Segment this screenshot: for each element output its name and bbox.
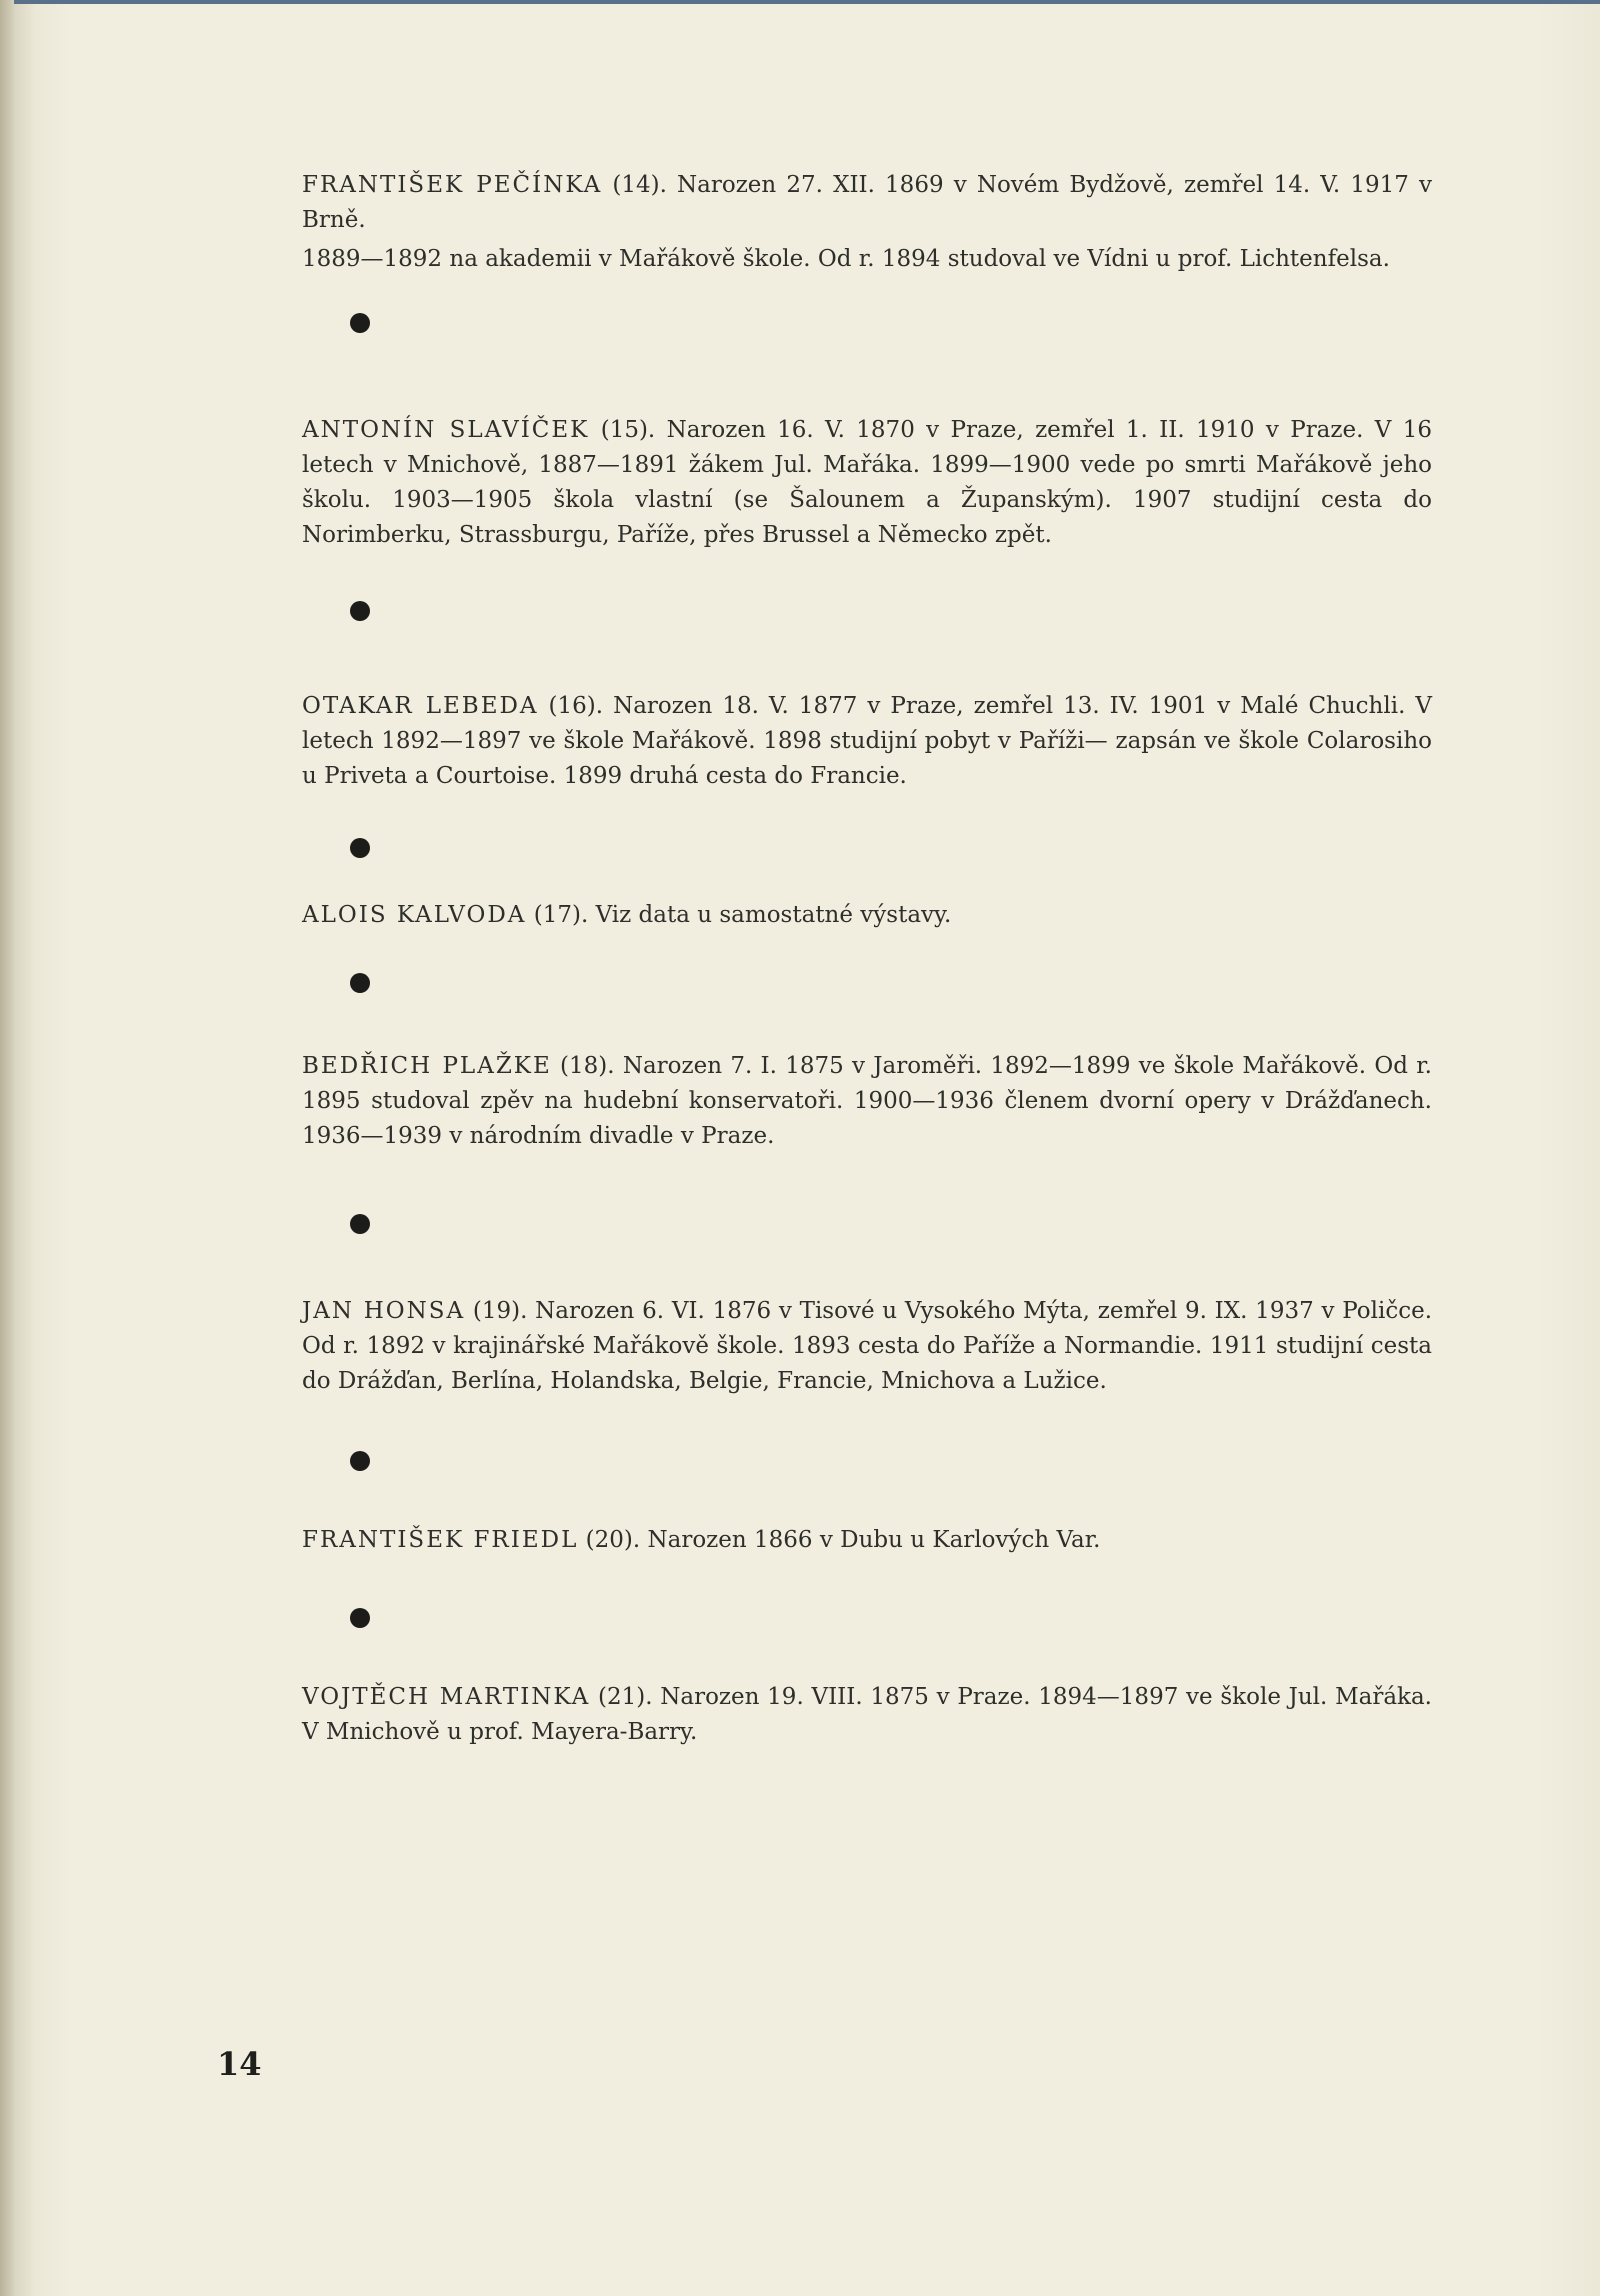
entry-alois-kalvoda (302, 898, 1432, 933)
entry-name: FRANTIŠEK PEČÍNKA (302, 172, 603, 198)
entry-paragraph (302, 168, 1432, 238)
entry-jan-honsa (302, 1294, 1432, 1399)
entry-paragraph (302, 1049, 1432, 1154)
entry-text: (18). Narozen 7. I. 1875 v Jaroměři. 1892—1899 ve škole Mařákově. Od r. 1895 studoval zpěv na hudební konservatoři. 1900—1936 členem dvorní opery v Drážďanech. 1936—1939 v národním divadle v Praze. (302, 1053, 1432, 1149)
entry-paragraph (302, 1523, 1432, 1558)
entry-name: VOJTĚCH MARTINKA (302, 1684, 591, 1710)
entry-text: (19). Narozen 6. VI. 1876 v Tisové u Vysokého Mýta, zemřel 9. IX. 1937 v Poličce. Od r. 1892 v krajinářské Mařákově škole. 1893 cesta do Paříže a Normandie. 1911 studijní cesta do Drážďan, Berlína, Holandska, Belgie, Francie, Mnichova a Lužice. (302, 1298, 1433, 1394)
entry-otakar-lebeda (302, 689, 1432, 794)
entry-text: (20). Narozen 1866 v Dubu u Karlových Var. (578, 1527, 1101, 1553)
entry-paragraph (302, 1294, 1432, 1399)
entry-text: (17). Viz data u samostatné výstavy. (526, 902, 952, 928)
entry-name: JAN HONSA (302, 1298, 466, 1324)
entry-frantisek-pecinka (302, 168, 1432, 277)
bullet-separator (350, 1451, 370, 1471)
entry-name: ALOIS KALVODA (302, 902, 527, 928)
entry-paragraph (302, 1680, 1432, 1750)
entry-paragraph (302, 413, 1432, 553)
entry-vojtech-martinka (302, 1680, 1432, 1750)
entry-name: BEDŘICH PLAŽKE (302, 1053, 552, 1079)
entry-bedrich-plazke (302, 1049, 1432, 1154)
entry-frantisek-friedl (302, 1523, 1432, 1558)
entry-paragraph (302, 898, 1432, 933)
entry-text: (21). Narozen 19. VIII. 1875 v Praze. 1894—1897 ve škole Jul. Mařáka. V Mnichově u prof. Mayera-Barry. (302, 1684, 1432, 1745)
bullet-separator (350, 973, 370, 993)
entry-text: (14). Narozen 27. XII. 1869 v Novém Bydžově, zemřel 14. V. 1917 v Brně. (302, 172, 1432, 233)
bullet-separator (350, 1608, 370, 1628)
entry-text: (15). Narozen 16. V. 1870 v Praze, zemřel 1. II. 1910 v Praze. V 16 letech v Mnichově, 1887—1891 žákem Jul. Mařáka. 1899—1900 vede po smrti Mařákově jeho školu. 1903—1905 škola vlastní (se Šalounem a Županským). 1907 studijní cesta do Norimberku, Strassburgu, Paříže, přes Brussel a Německo zpět. (302, 417, 1432, 548)
entry-paragraph: 1889—1892 na akademii v Mařákově škole. Od r. 1894 studoval ve Vídni u prof. Lichtenfelsa. (302, 246, 1390, 272)
entry-name: FRANTIŠEK FRIEDL (302, 1527, 579, 1553)
bullet-separator (350, 601, 370, 621)
bullet-separator (350, 313, 370, 333)
biography-list (302, 168, 1432, 1750)
bullet-separator (350, 1214, 370, 1234)
page-number: 14 (217, 2045, 262, 2083)
entry-name: ANTONÍN SLAVÍČEK (302, 417, 590, 443)
bullet-separator (350, 838, 370, 858)
entry-antonin-slavicek (302, 413, 1432, 553)
entry-text: (16). Narozen 18. V. 1877 v Praze, zemřel 13. IV. 1901 v Malé Chuchli. V letech 1892—1897 ve škole Mařákově. 1898 studijní pobyt v Paříži— zapsán ve škole Colarosiho u Priveta a Courtoise. 1899 druhá cesta do Francie. (302, 693, 1433, 789)
book-spine-edge (0, 0, 14, 2296)
entry-paragraph (302, 689, 1432, 794)
entry-name: OTAKAR LEBEDA (302, 693, 539, 719)
document-page (14, 0, 1600, 2296)
